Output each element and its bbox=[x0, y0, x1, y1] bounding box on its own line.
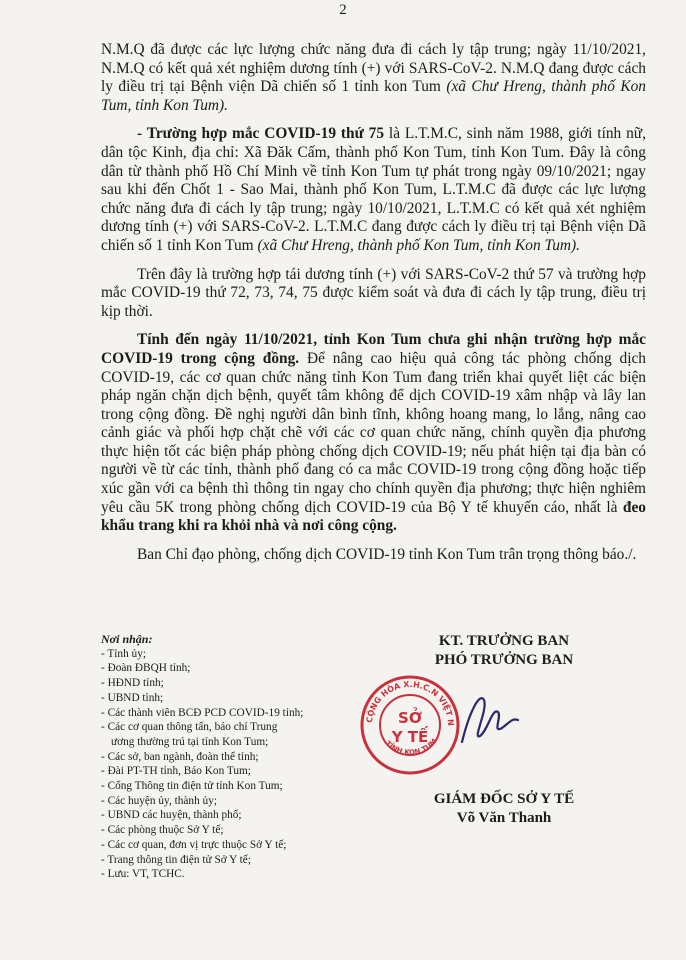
case-75-heading: - Trường hợp mắc COVID-19 thứ 75 bbox=[137, 125, 385, 143]
recipient-item: - Các huyện ủy, thành ủy; bbox=[101, 794, 217, 807]
mask-advice-bold: đeo khẩu trang khi ra khỏi nhà và nơi công cộng. bbox=[101, 498, 646, 535]
stamp-svg bbox=[352, 670, 522, 780]
paragraph-text: là L.T.M.C, sinh năm 1988, giới tính nữ, dân tộc Kinh, địa chỉ: Xã Đăk Cấm, thành phố Kon Tum, tỉnh Kon Tum. Đây là công dân từ thành phố Hồ Chí Minh về tỉnh Kon Tum tự phát trong ngày 09/10/2021; ngay sau khi đến Chốt 1 - Sao Mai, thành phố Kon Tum, L.T.M.C đã được các lực lượng chức năng đưa đi cách ly tập trung; ngày 10/10/2021, L.T.M.C có kết quả xét nghiệm dương tính (+) với SARS-CoV-2. L.T.M.C đang được cách ly điều trị tại Bệnh viện Dã chiến số 1 tỉnh Kon Tum bbox=[101, 125, 646, 254]
paragraph-closing: Ban Chỉ đạo phòng, chống dịch COVID-19 tỉnh Kon Tum trân trọng thông báo./. bbox=[137, 545, 637, 563]
recipients-items bbox=[101, 647, 371, 882]
paragraph-case-74-cont bbox=[101, 41, 646, 115]
recipient-item: - Đoàn ĐBQH tỉnh; bbox=[101, 662, 191, 675]
recipients-list bbox=[101, 632, 371, 882]
recipient-item: - Các cơ quan, đơn vị trực thuộc Sở Y tế; bbox=[101, 838, 287, 851]
page-number: 2 bbox=[339, 2, 347, 18]
recipient-item: - Trang thông tin điện tử Sở Y tế; bbox=[101, 853, 251, 866]
recipient-item: - UBND tỉnh; bbox=[101, 691, 164, 704]
paragraph-text: N.M.Q đã được các lực lượng chức năng đưa đi cách ly tập trung; ngày 11/10/2021, N.M.Q có kết quả xét nghiệm dương tính (+) với SARS-CoV-2. N.M.Q đang được cách ly điều trị tại Bệnh viện Dã chiến số 1 tỉnh kon Tum bbox=[101, 41, 646, 96]
stamp-center-top: SỞ bbox=[398, 709, 422, 727]
recipient-item: - Các cơ quan thông tấn, báo chí Trung bbox=[101, 721, 278, 734]
paragraph-case-75 bbox=[101, 125, 646, 255]
recipient-item: - Các phòng thuộc Sở Y tế; bbox=[101, 824, 224, 837]
recipient-item: - HĐND tỉnh; bbox=[101, 677, 164, 690]
paragraph-summary: Trên đây là trường hợp tái dương tính (+) với SARS-CoV-2 thứ 57 và trường hợp mắc COVID-19 thứ 72, 73, 74, 75 được kiểm soát và đưa đi cách ly tập trung, điều trị kịp thời. bbox=[101, 265, 646, 320]
signer-name: Võ Văn Thanh bbox=[456, 810, 552, 826]
stamp-center-bottom: Y TẾ bbox=[391, 728, 429, 746]
recipient-item: - Tỉnh ủy; bbox=[101, 647, 146, 660]
signer-block bbox=[384, 790, 624, 828]
official-stamp bbox=[352, 670, 522, 780]
recipient-item: - UBND các huyện, thành phố; bbox=[101, 809, 242, 822]
recipient-item: - Lưu: VT, TCHC. bbox=[101, 868, 185, 881]
recipient-item: ương thường trú tại tỉnh Kon Tum; bbox=[111, 735, 269, 748]
recipient-item: - Cổng Thông tin điện tử tỉnh Kon Tum; bbox=[101, 780, 283, 793]
community-status-bold: Tính đến ngày 11/10/2021, tỉnh Kon Tum chưa ghi nhận trường hợp mắc COVID-19 trong cộng đồng. bbox=[101, 331, 646, 367]
recipient-item: - Các sở, ban ngành, đoàn thể tỉnh; bbox=[101, 750, 259, 763]
paragraph-text: Để nâng cao hiệu quả công tác phòng chống dịch COVID-19, các cơ quan chức năng tỉnh Kon Tum đang triển khai quyết liệt các biện pháp ngăn chặn dịch bệnh, quyết tâm không để dịch COVID-19 xâm nhập và lây lan trong cộng đồng. Đề nghị người dân bình tĩnh, không hoang mang, lo lắng, nâng cao cảnh giác và phối hợp chặt chẽ với các cơ quan chức năng, chính quyền địa phương thực hiện tốt các biện pháp phòng chống dịch COVID-19; nếu phát hiện tại địa bàn có người về từ các tỉnh, thành phố đang có ca mắc COVID-19 trong cộng đồng hoặc tiếp xúc gần với ca bệnh thì thông tin ngay cho chính quyền địa phương; thực hiện nghiêm yêu cầu 5K trong phòng chống dịch COVID-19 của Bộ Y tế khuyến cáo, nhất là bbox=[101, 349, 646, 516]
document-body bbox=[101, 41, 646, 574]
recipients-title: Nơi nhận: bbox=[101, 632, 153, 646]
signature-header bbox=[384, 632, 624, 670]
signer-position: GIÁM ĐỐC SỞ Y TẾ bbox=[433, 791, 575, 807]
handwritten-signature bbox=[462, 698, 518, 742]
recipient-item: - Đài PT-TH tỉnh, Báo Kon Tum; bbox=[101, 765, 251, 778]
paragraph-italic-text: (xã Chư Hreng, thành phố Kon Tum, tỉnh Kon Tum). bbox=[101, 78, 646, 114]
paragraph-italic-text: (xã Chư Hreng, thành phố Kon Tum, tỉnh Kon Tum). bbox=[257, 236, 580, 254]
stamp-ring-text: CỘNG HÒA X.H.C.N VIỆT N bbox=[364, 679, 456, 727]
paragraph-community-status bbox=[101, 331, 646, 536]
signature-line-1: KT. TRƯỞNG BAN bbox=[438, 633, 570, 649]
recipient-item: - Các thành viên BCĐ PCD COVID-19 tỉnh; bbox=[101, 706, 304, 719]
stamp-ring-bottom-text: TỈNH KON TUM bbox=[383, 737, 439, 757]
signature-line-2: PHÓ TRƯỞNG BAN bbox=[434, 652, 574, 668]
